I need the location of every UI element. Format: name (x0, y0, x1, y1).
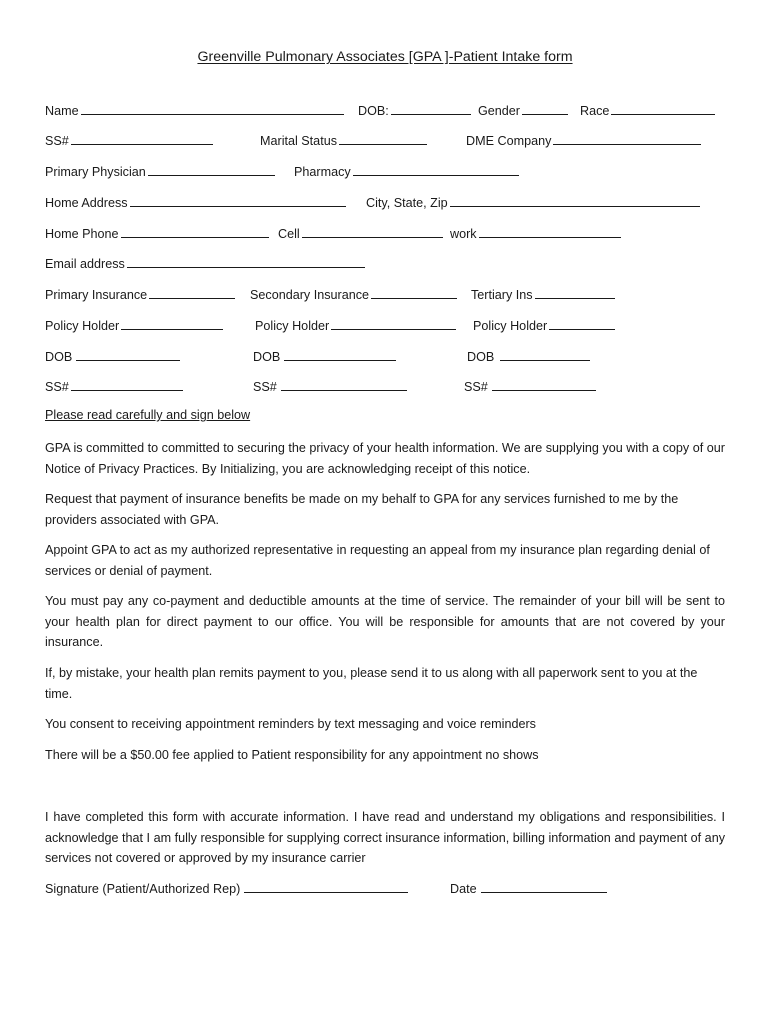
cell-field[interactable] (302, 224, 443, 238)
date-label: Date (450, 882, 477, 896)
row-physician (0, 162, 770, 180)
row-ss (0, 131, 770, 149)
home-address-field[interactable] (130, 193, 346, 207)
acknowledgement-paragraph: I have completed this form with accurate information. I have read and understand my obligations and responsibilities. I acknowledge that I am fully responsible for supplying correct insurance information, billing information and payment of any services not covered or approved by my insurance carrier (45, 810, 725, 865)
policy-holder-3-field[interactable] (549, 316, 615, 330)
form-title: Greenville Pulmonary Associates [GPA ]-Patient Intake form (197, 49, 573, 65)
pharmacy-field[interactable] (353, 162, 519, 176)
tertiary-ins-label: Tertiary Ins (471, 288, 533, 302)
dob-field[interactable] (391, 101, 471, 115)
marital-status-label: Marital Status (260, 134, 337, 148)
signature-row (0, 879, 770, 897)
race-field[interactable] (611, 101, 715, 115)
row-email (0, 254, 770, 272)
work-field[interactable] (479, 224, 621, 238)
marital-status-field[interactable] (339, 131, 427, 145)
policy-holder-1-label: Policy Holder (45, 319, 120, 333)
policy-holder-3-label: Policy Holder (473, 319, 548, 333)
ss-2-label: SS# (253, 380, 277, 394)
row-address (0, 193, 770, 211)
gender-field[interactable] (522, 101, 568, 115)
dob-3-field[interactable] (500, 347, 590, 361)
copay-paragraph: You must pay any co-payment and deductible amounts at the time of service. The remainder of your bill will be sent to your health plan for direct payment to our office. You will be responsible for amounts that are not covered by your insurance. (45, 594, 725, 649)
ss-label: SS# (45, 134, 69, 148)
pharmacy-label: Pharmacy (294, 165, 351, 179)
signature-label: Signature (Patient/Authorized Rep) (45, 882, 241, 896)
tertiary-ins-field[interactable] (535, 285, 615, 299)
primary-insurance-field[interactable] (149, 285, 235, 299)
secondary-insurance-field[interactable] (371, 285, 457, 299)
row-phones (0, 224, 770, 242)
row-policy-holder (0, 316, 770, 334)
dme-company-label: DME Company (466, 134, 552, 148)
dob-2-label: DOB (253, 350, 281, 364)
payment-paragraph: Request that payment of insurance benefits be made on my behalf to GPA for any services furnished to me by the providers associated with GPA. (45, 492, 679, 527)
home-address-label: Home Address (45, 196, 128, 210)
dob-2-field[interactable] (284, 347, 396, 361)
name-field[interactable] (81, 101, 344, 115)
primary-physician-label: Primary Physician (45, 165, 146, 179)
privacy-paragraph: GPA is committed to committed to securing the privacy of your health information. We are supplying you with a copy of our Notice of Privacy Practices. By Initializing, you are acknowledging receipt of this notice. (45, 441, 725, 476)
ss-3-label: SS# (464, 380, 488, 394)
remit-paragraph: If, by mistake, your health plan remits payment to you, please send it to us along with all paperwork sent to you at the time. (45, 666, 698, 701)
date-field[interactable] (481, 879, 607, 893)
ss-3-field[interactable] (492, 377, 596, 391)
home-phone-label: Home Phone (45, 227, 119, 241)
work-label: work (450, 227, 477, 241)
ss-1-label: SS# (45, 380, 69, 394)
dob-3-label: DOB (467, 350, 495, 364)
dob-label: DOB: (358, 104, 389, 118)
reminders-paragraph: You consent to receiving appointment reminders by text messaging and voice reminders (45, 717, 536, 731)
city-state-zip-label: City, State, Zip (366, 196, 448, 210)
row-insured-dob (0, 347, 770, 365)
row-name (0, 101, 770, 119)
email-field[interactable] (127, 254, 365, 268)
race-label: Race (580, 104, 610, 118)
gender-label: Gender (478, 104, 521, 118)
policy-holder-2-field[interactable] (331, 316, 456, 330)
row-insurance (0, 285, 770, 303)
policy-holder-2-label: Policy Holder (255, 319, 330, 333)
instructions-heading: Please read carefully and sign below (45, 408, 251, 422)
policy-holder-1-field[interactable] (121, 316, 223, 330)
name-label: Name (45, 104, 79, 118)
dob-1-field[interactable] (76, 347, 180, 361)
ss-field[interactable] (71, 131, 213, 145)
appeal-paragraph: Appoint GPA to act as my authorized representative in requesting an appeal from my insurance plan regarding denial of services or denial of payment. (45, 543, 710, 578)
cell-label: Cell (278, 227, 300, 241)
secondary-insurance-label: Secondary Insurance (250, 288, 370, 302)
ss-2-field[interactable] (281, 377, 407, 391)
primary-physician-field[interactable] (148, 162, 275, 176)
email-label: Email address (45, 257, 125, 271)
row-insured-ss (0, 377, 770, 395)
home-phone-field[interactable] (121, 224, 269, 238)
dme-company-field[interactable] (553, 131, 701, 145)
ss-1-field[interactable] (71, 377, 183, 391)
primary-insurance-label: Primary Insurance (45, 288, 148, 302)
city-state-zip-field[interactable] (450, 193, 700, 207)
no-show-fee-paragraph: There will be a $50.00 fee applied to Patient responsibility for any appointment no shows (45, 748, 539, 762)
dob-1-label: DOB (45, 350, 73, 364)
signature-field[interactable] (244, 879, 408, 893)
